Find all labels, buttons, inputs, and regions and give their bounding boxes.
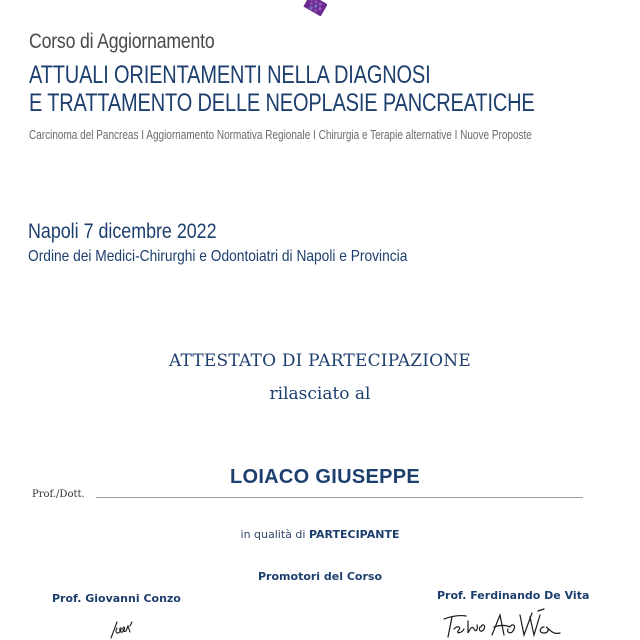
title-prefix-label: Prof./Dott. [32, 489, 85, 500]
promoter-left-name: Prof. Giovanni Conzo [52, 592, 181, 605]
logo-icon [301, 0, 327, 16]
role-value: PARTECIPANTE [308, 528, 400, 541]
promoters-heading: Promotori del Corso [258, 570, 382, 583]
name-underline [96, 497, 583, 498]
promoter-right-name: Prof. Ferdinando De Vita [437, 589, 590, 602]
course-topics: Carcinoma del Pancreas I Aggiornamento Normativa Regionale I Chirurgia e Terapie alternative I Nuove Proposte [29, 128, 532, 142]
course-title-line-1: ATTUALI ORIENTAMENTI NELLA DIAGNOSI [29, 61, 431, 89]
event-date: Napoli 7 dicembre 2022 [28, 220, 217, 243]
recipient-name: LOIACO GIUSEPPE [229, 466, 421, 488]
signature-right-icon [440, 607, 580, 640]
course-title-line-2: E TRATTAMENTO DELLE NEOPLASIE PANCREATICHE [29, 89, 535, 117]
role-prefix: in qualità di [240, 528, 306, 541]
certificate-title: ATTESTATO DI PARTECIPAZIONE [168, 351, 471, 371]
role-line [0, 528, 640, 541]
signature-left-icon [108, 618, 138, 640]
issued-to-label: rilasciato al [269, 384, 371, 404]
course-kind: Corso di Aggiornamento [29, 30, 215, 53]
event-organizer: Ordine dei Medici-Chirurghi e Odontoiatri di Napoli e Provincia [28, 248, 408, 265]
